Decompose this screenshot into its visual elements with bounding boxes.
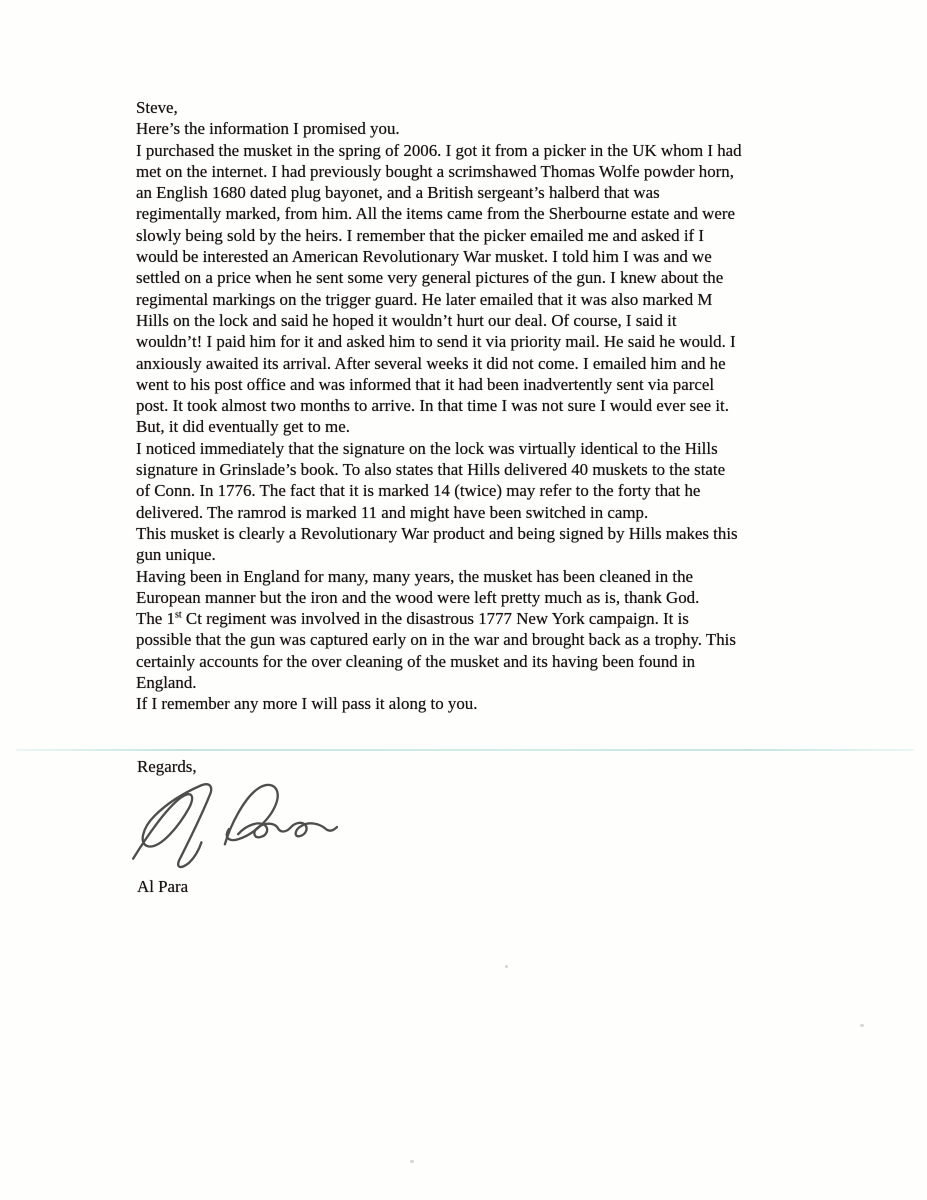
letter-line: Having been in England for many, many years, the musket has been cleaned in the <box>136 566 694 586</box>
letter-line: England. <box>136 673 197 693</box>
letter-line: would be interested an American Revolutionary War musket. I told him I was and we <box>136 247 712 267</box>
letter-line: wouldn’t! I paid him for it and asked him to send it via priority mail. He said he would. I <box>136 332 736 352</box>
letter-line: The 1st Ct regiment was involved in the disastrous 1777 New York campaign. It is <box>136 609 689 629</box>
letter-line: If I remember any more I will pass it along to you. <box>136 694 478 714</box>
letter-line: This musket is clearly a Revolutionary War product and being signed by Hills makes this <box>136 523 738 543</box>
signer-typed-name: Al Para <box>137 877 189 896</box>
letter-line: I purchased the musket in the spring of 2006. I got it from a picker in the UK whom I had <box>136 140 742 160</box>
letter-line: Steve, <box>136 98 178 117</box>
scan-speck <box>860 1024 864 1027</box>
scan-speck <box>505 965 508 968</box>
handwritten-signature-icon <box>124 781 340 869</box>
scan-speck <box>410 1160 414 1163</box>
letter-line: slowly being sold by the heirs. I remember that the picker emailed me and asked if I <box>136 225 705 245</box>
letter-line: anxiously awaited its arrival. After several weeks it did not come. I emailed him and he <box>136 353 726 373</box>
letter-line: Hills on the lock and said he hoped it wouldn’t hurt our deal. Of course, I said it <box>136 310 677 330</box>
letter-line: I noticed immediately that the signature on the lock was virtually identical to the Hills <box>136 438 718 458</box>
letter-line: post. It took almost two months to arrive. In that time I was not sure I would ever see it. <box>136 396 729 416</box>
letter-body <box>136 97 742 715</box>
letter-line: went to his post office and was informed that it had been inadvertently sent via parcel <box>136 374 715 394</box>
letter-line: certainly accounts for the over cleaning of the musket and its having been found in <box>136 651 696 671</box>
letter-line: gun unique. <box>136 545 216 565</box>
letter-line: possible that the gun was captured early on in the war and brought back as a trophy. This <box>136 630 736 650</box>
letter-line: European manner but the iron and the wood were left pretty much as is, thank God. <box>136 587 700 607</box>
closing-salutation: Regards, <box>137 757 197 776</box>
letter-line: regimentally marked, from him. All the items came from the Sherbourne estate and were <box>136 204 735 224</box>
letter-line: settled on a price when he sent some very general pictures of the gun. I knew about the <box>136 268 724 288</box>
letter-line: of Conn. In 1776. The fact that it is marked 14 (twice) may refer to the forty that he <box>136 481 701 501</box>
letter-line: But, it did eventually get to me. <box>136 417 350 437</box>
letter-line: signature in Grinslade’s book. To also states that Hills delivered 40 muskets to the state <box>136 460 726 480</box>
letter-line: met on the internet. I had previously bought a scrimshawed Thomas Wolfe powder horn, <box>136 161 734 181</box>
letter-line: Here’s the information I promised you. <box>136 119 400 139</box>
letter-line: regimental markings on the trigger guard. He later emailed that it was also marked M <box>136 289 713 309</box>
letter-line: delivered. The ramrod is marked 11 and might have been switched in camp. <box>136 502 649 522</box>
scanner-artifact-line <box>16 749 914 751</box>
letter-line: an English 1680 dated plug bayonet, and a British sergeant’s halberd that was <box>136 183 660 203</box>
